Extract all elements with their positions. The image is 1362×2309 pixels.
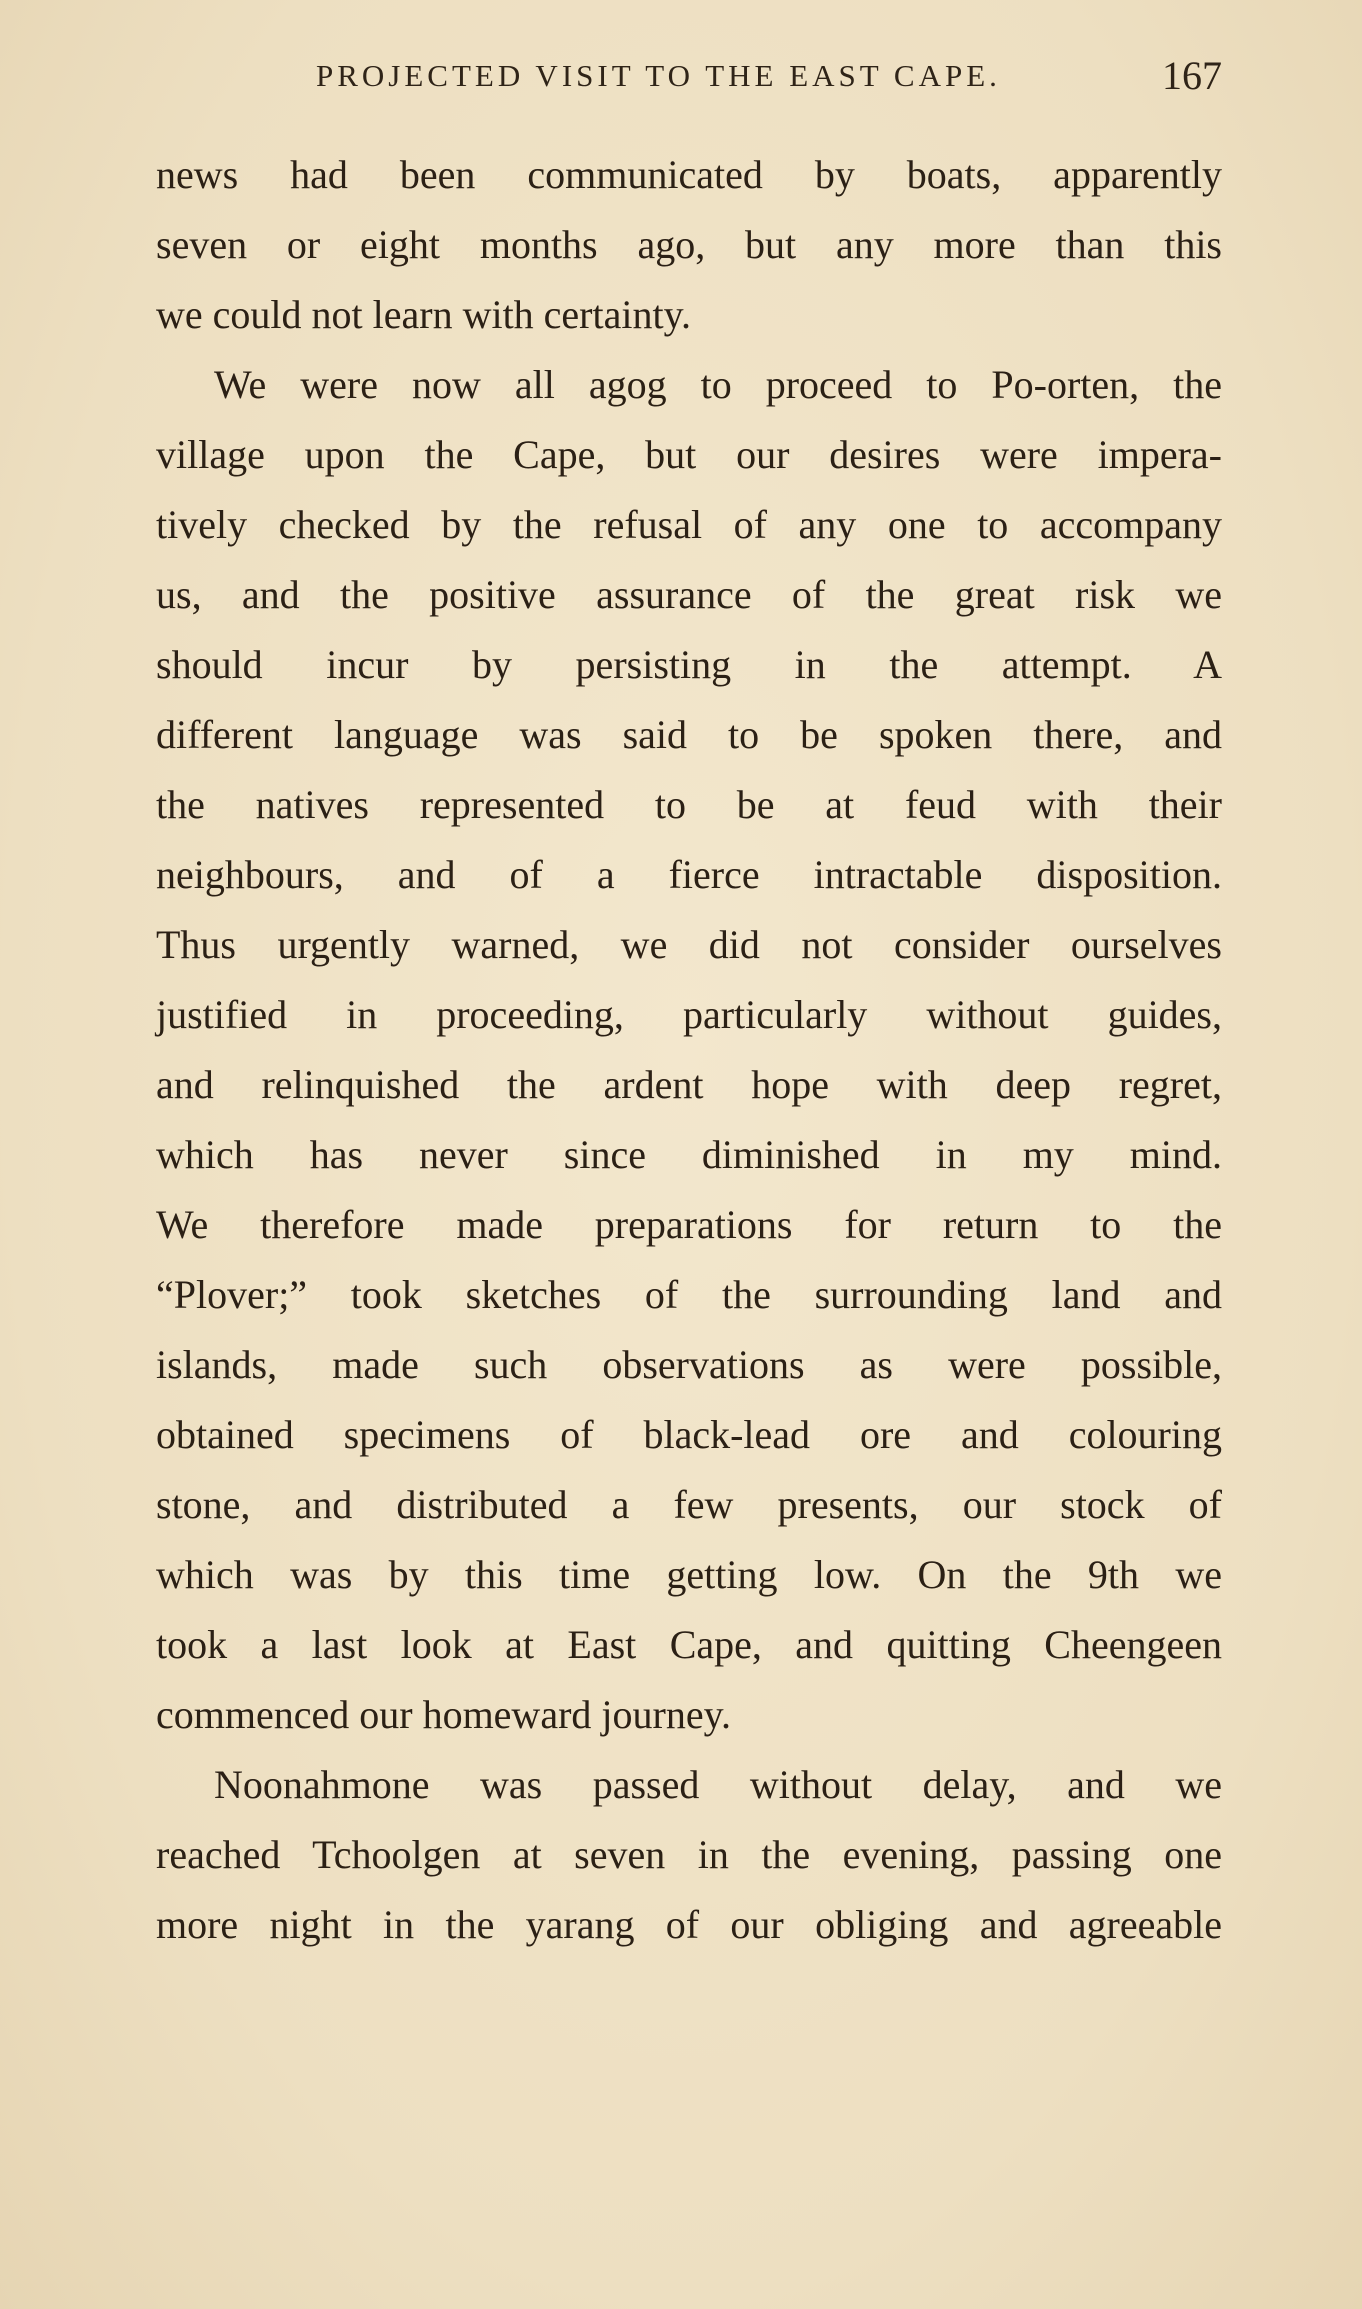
text-line: stone, and distributed a few presents, our stock of — [156, 1482, 1222, 1527]
text-line: we could not learn with certainty. — [156, 292, 691, 337]
text-line: neighbours, and of a fierce intractable disposition. — [156, 852, 1222, 897]
text-line: reached Tchoolgen at seven in the evening, passing one — [156, 1832, 1222, 1877]
text-line: the natives represented to be at feud with their — [156, 782, 1222, 827]
text-line: us, and the positive assurance of the great risk we — [156, 572, 1222, 617]
text-line: justified in proceeding, particularly without guides, — [156, 992, 1222, 1037]
text-line: more night in the yarang of our obliging and agreeable — [156, 1902, 1222, 1947]
text-line: islands, made such observations as were possible, — [156, 1342, 1222, 1387]
text-line: which was by this time getting low. On the 9th we — [156, 1552, 1222, 1597]
running-title: PROJECTED VISIT TO THE EAST CAPE. — [316, 58, 1001, 93]
body-text — [156, 140, 1222, 1960]
running-header — [156, 52, 1222, 102]
text-line: which has never since diminished in my mind. — [156, 1132, 1222, 1177]
text-line: took a last look at East Cape, and quitting Cheengeen — [156, 1622, 1222, 1667]
page-number: 167 — [1162, 53, 1222, 98]
text-line: tively checked by the refusal of any one to accompany — [156, 502, 1222, 547]
text-line: and relinquished the ardent hope with deep regret, — [156, 1062, 1222, 1107]
text-line: We were now all agog to proceed to Po-orten, the — [214, 362, 1222, 407]
text-line: “Plover;” took sketches of the surrounding land and — [156, 1272, 1222, 1317]
text-line: Thus urgently warned, we did not consider ourselves — [156, 922, 1222, 967]
text-line: different language was said to be spoken there, and — [156, 712, 1222, 757]
text-line: obtained specimens of black-lead ore and colouring — [156, 1412, 1222, 1457]
text-line: should incur by persisting in the attempt. A — [156, 642, 1222, 687]
text-line: seven or eight months ago, but any more than this — [156, 222, 1222, 267]
text-line: news had been communicated by boats, apparently — [156, 152, 1222, 197]
text-line: We therefore made preparations for return to the — [156, 1202, 1222, 1247]
text-line: Noonahmone was passed without delay, and we — [214, 1762, 1222, 1807]
text-line: commenced our homeward journey. — [156, 1692, 731, 1737]
text-line: village upon the Cape, but our desires were impera- — [156, 432, 1222, 477]
